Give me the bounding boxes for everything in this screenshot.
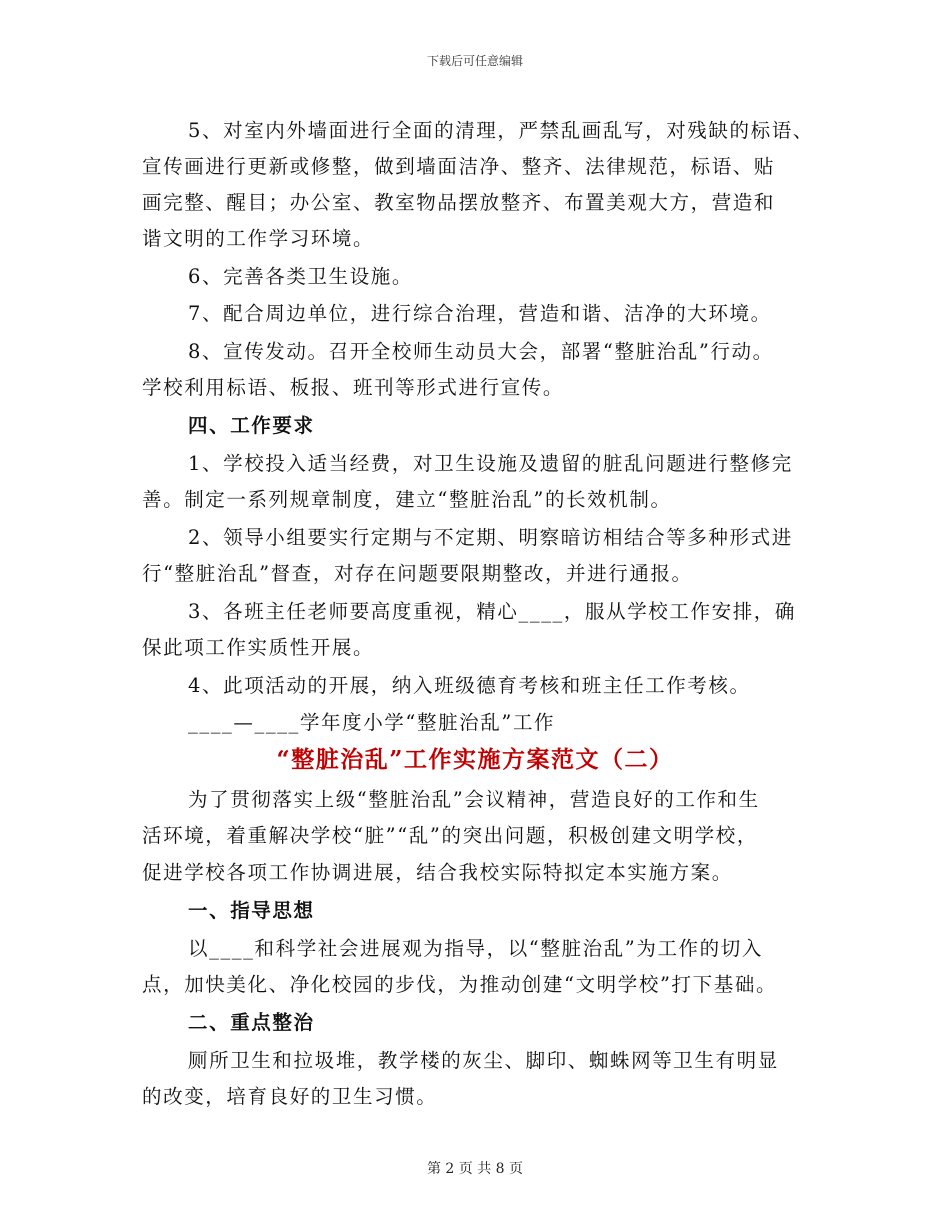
paragraph-line: ____—____学年度小学“整脏治乱”工作 xyxy=(188,711,556,734)
paragraph-line: 8、宣传发动。召开全校师生动员大会，部署“整脏治乱”行动。 xyxy=(188,340,774,363)
paragraph-line: 活环境，着重解决学校“脏”“乱”的突出问题，积极创建文明学校， xyxy=(142,824,758,847)
paragraph-line: 的改变，培育良好的卫生习惯。 xyxy=(142,1085,438,1108)
paragraph-line: 6、完善各类卫生设施。 xyxy=(188,265,414,288)
section-heading: 四、工作要求 xyxy=(188,414,315,437)
paragraph-line: 点，加快美化、净化校园的步伐，为推动创建“文明学校”打下基础。 xyxy=(142,973,778,996)
section-heading: 二、重点整治 xyxy=(188,1011,315,1034)
paragraph-line: 保此项工作实质性开展。 xyxy=(142,636,375,659)
paragraph-line: 4、此项活动的开展，纳入班级德育考核和班主任工作考核。 xyxy=(188,674,751,697)
paragraph-line: 1、学校投入适当经费，对卫生设施及遗留的脏乱问题进行整修完 xyxy=(188,452,793,475)
paragraph-line: 谐文明的工作学习环境。 xyxy=(142,227,375,250)
paragraph-line: 2、领导小组要实行定期与不定期、明察暗访相结合等多种形式进 xyxy=(188,526,793,549)
paragraph-line: 3、各班主任老师要高度重视，精心____，服从学校工作安排，确 xyxy=(188,600,797,623)
paragraph-line: 行“整脏治乱”督查，对存在问题要限期整改，并进行通报。 xyxy=(142,562,693,585)
paragraph-line: 5、对室内外墙面进行全面的清理，严禁乱画乱写，对残缺的标语、 xyxy=(188,119,814,142)
paragraph-line: 为了贯彻落实上级“整脏治乱”会议精神，营造良好的工作和生 xyxy=(188,788,760,811)
document-title: “整脏治乱”工作实施方案范文（二） xyxy=(276,746,674,773)
paragraph-line: 厕所卫生和拉圾堆，教学楼的灰尘、脚印、蜘蛛网等卫生有明显 xyxy=(188,1049,779,1072)
paragraph-line: 宣传画进行更新或修整，做到墙面洁净、整齐、法律规范，标语、贴 xyxy=(142,155,776,178)
paragraph-line: 促进学校各项工作协调进展，结合我校实际特拟定本实施方案。 xyxy=(142,861,733,884)
paragraph-line: 画完整、醒目；办公室、教室物品摆放整齐、布置美观大方，营造和 xyxy=(142,191,776,214)
page-footer: 第 2 页 共 8 页 xyxy=(426,1161,524,1177)
paragraph-line: 7、配合周边单位，进行综合治理，营造和谐、洁净的大环境。 xyxy=(188,302,772,325)
paragraph-line: 学校利用标语、板报、班刊等形式进行宣传。 xyxy=(142,376,565,399)
page-header: 下载后可任意编辑 xyxy=(426,54,523,68)
paragraph-line: 以____和科学社会进展观为指导，以“整脏治乱”为工作的切入 xyxy=(188,937,763,960)
section-heading: 一、指导思想 xyxy=(188,899,315,922)
paragraph-line: 善。制定一系列规章制度，建立“整脏治乱”的长效机制。 xyxy=(142,488,672,511)
